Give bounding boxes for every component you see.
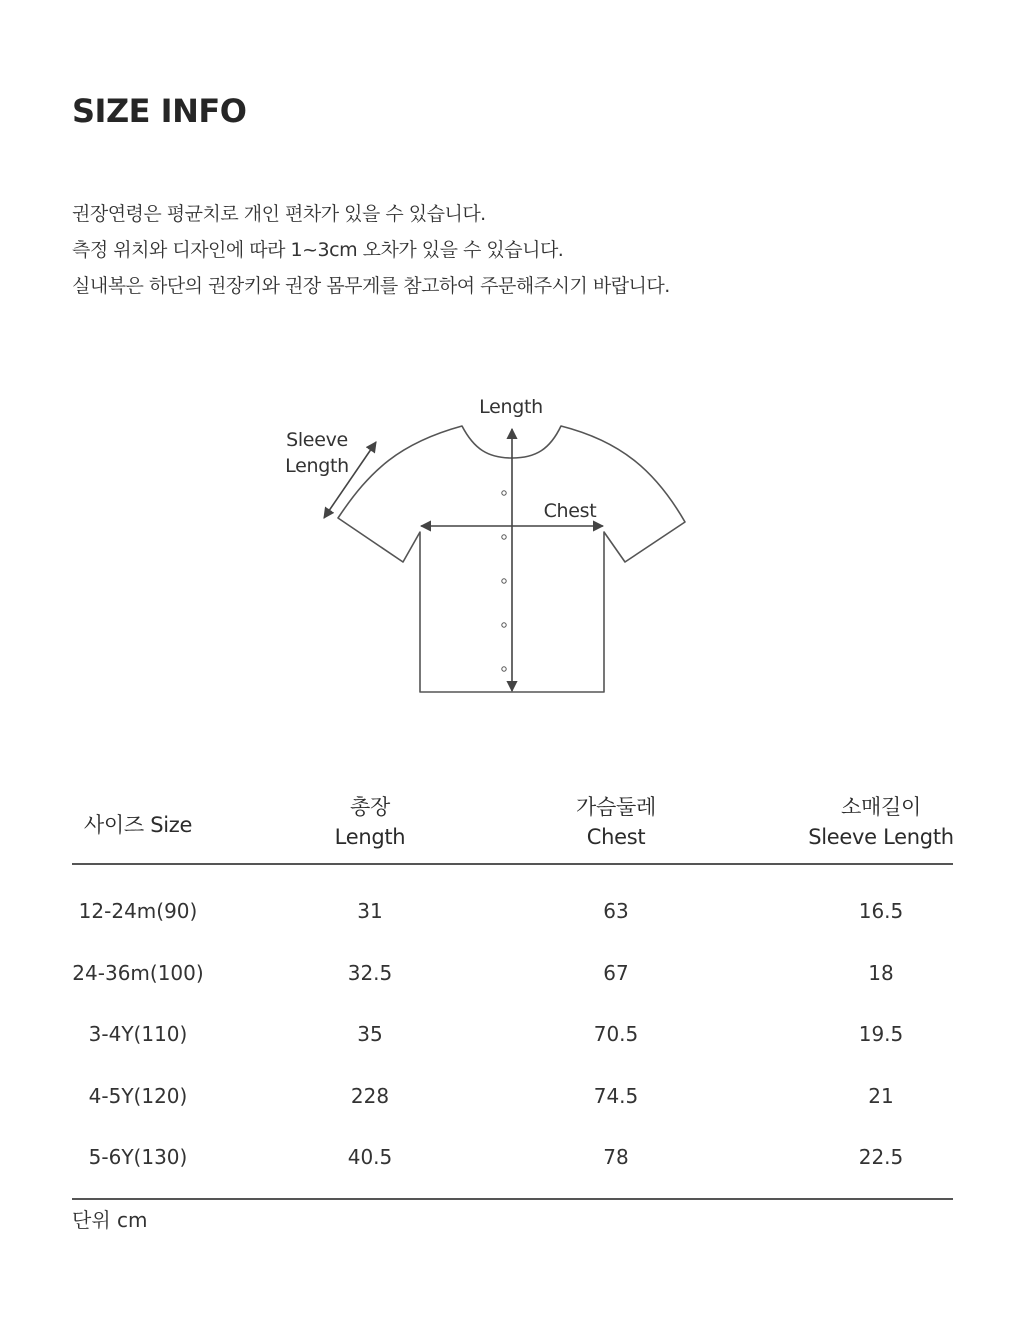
table-row [72, 1127, 953, 1189]
header-label: Length [334, 825, 406, 849]
note-line: 실내복은 하단의 권장키와 권장 몸무게를 참고하여 주문해주시기 바랍니다. [72, 275, 670, 297]
header-chest [541, 792, 691, 852]
cell-sleeve: 22.5 [858, 1145, 904, 1169]
button-icon [502, 623, 506, 627]
button-icon [502, 667, 506, 671]
table-body [72, 865, 953, 1200]
cell-chest: 70.5 [593, 1022, 639, 1046]
table-header [72, 786, 953, 865]
cell-chest: 78 [603, 1145, 629, 1169]
cell-length: 32.5 [347, 960, 393, 985]
button-icon [502, 491, 506, 495]
header-size [72, 810, 204, 840]
cell-chest: 67 [603, 960, 629, 985]
table-row [72, 1004, 953, 1066]
header-length [295, 792, 445, 852]
cell-size: 4-5Y(120) [88, 1083, 188, 1108]
cell-size: 3-4Y(110) [88, 1022, 188, 1046]
header-label: 가슴둘레 [576, 795, 656, 819]
header-label: 사이즈 Size [83, 813, 193, 837]
header-label: Chest [586, 825, 646, 849]
sleeve-label: Sleeve [286, 429, 348, 451]
size-table [72, 786, 953, 1200]
cell-length: 40.5 [347, 1145, 393, 1169]
note-line: 권장연령은 평균치로 개인 편차가 있을 수 있습니다. [72, 203, 486, 225]
table-row [72, 943, 953, 1005]
header-sleeve [781, 792, 981, 852]
length-label: Length [479, 396, 543, 418]
header-label: Sleeve Length [808, 825, 954, 849]
cell-length: 35 [357, 1022, 383, 1046]
table-row [72, 1066, 953, 1128]
button-icon [502, 535, 506, 539]
shirt-illustration [0, 385, 1024, 705]
cell-length: 228 [350, 1083, 390, 1108]
cell-sleeve: 18 [868, 960, 894, 985]
table-row [72, 881, 953, 943]
cell-chest: 74.5 [593, 1083, 639, 1108]
unit-note: 단위 cm [72, 1208, 148, 1232]
cell-sleeve: 16.5 [858, 899, 904, 923]
cell-sleeve: 21 [868, 1083, 894, 1108]
cell-size: 12-24m(90) [78, 899, 198, 923]
cell-length: 31 [357, 899, 383, 923]
cell-chest: 63 [603, 899, 629, 923]
cell-size: 24-36m(100) [72, 960, 204, 985]
button-icon [502, 579, 506, 583]
note-line: 측정 위치와 디자인에 따라 1~3cm 오차가 있을 수 있습니다. [72, 239, 564, 261]
size-notes [72, 196, 670, 304]
cell-sleeve: 19.5 [858, 1022, 904, 1046]
cell-size: 5-6Y(130) [88, 1145, 188, 1169]
garment-diagram [0, 385, 1024, 705]
page-title: SIZE INFO [72, 92, 247, 130]
header-label: 총장 [350, 795, 390, 819]
sleeve-label: Length [285, 455, 349, 477]
chest-label: Chest [543, 500, 597, 522]
header-label: 소매길이 [841, 795, 921, 819]
